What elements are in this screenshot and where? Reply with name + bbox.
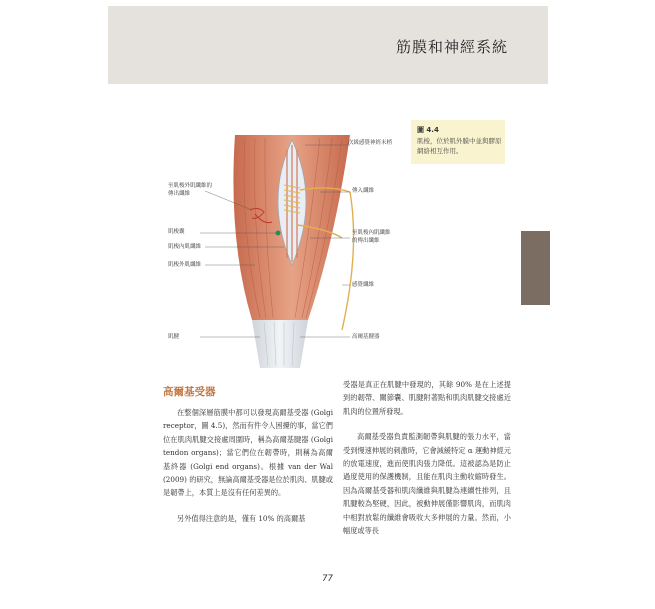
label-golgi-tendon-organ: 高爾基腱器 [352,334,380,340]
page-number: 77 [322,574,333,584]
label-extrafusal-fibers: 肌梭外肌纖維 [168,262,202,268]
label-sensory-fibers: 感覺纖維 [352,282,375,288]
label-intrafusal-efferent-1: 至肌梭內肌纖維 [352,230,391,236]
label-extrafusal-efferent-1: 至肌梭外肌纖維的 [168,183,213,189]
figure-caption [411,120,505,164]
section-heading: 高爾基受器 [163,386,216,398]
figure-caption-label: 圖 4.4 [417,126,439,134]
left-column [163,406,333,525]
right-column [343,378,511,537]
label-afferent-fibers: 傳入纖維 [352,188,375,194]
label-intrafusal-fibers: 肌梭內肌纖維 [168,244,202,250]
header-band [108,6,548,84]
muscle-spindle-illustration [160,130,393,370]
motor-end-plate [276,231,281,236]
label-tendon: 肌腱 [168,334,180,340]
left-paragraph-2: 另外值得注意的是，僅有 10% 的高爾基 [177,513,306,523]
right-paragraph-2: 高爾基受器負責監測韌帶與肌腱的張力水平，當受到慢速伸展的刺激時，它會減緩特定 α 運動神經元的放電速度，進而使肌肉張力降低。這被認為是防止過度使用的保護機制，且能在肌肉主動收縮時發生。因為高爾基受器和肌肉纖維與肌腱為連續性排列，且肌腱較為堅硬，因此，被動伸展僅影響肌肉，而肌肉中相對放鬆的纖維會吸收大多伸展的力量。然而，小幅度或等長 [343,432,511,536]
label-spindle-capsule: 肌梭囊 [168,229,185,235]
label-secondary-sensory-endings: 次級感覺神經末梢 [348,140,393,146]
tendon-shape [252,320,308,368]
figure-caption-text: 肌梭，位於肌外膜中並與膠原網絡相互作用。 [417,137,502,155]
chapter-title: 筋膜和神經系統 [395,38,508,56]
label-intrafusal-efferent-2: 的傳出纖維 [352,238,380,244]
chapter-side-tab [521,231,550,305]
left-paragraph-1: 在整個深層筋膜中都可以發現高爾基受器 (Golgi receptor，圖 4.5)，然而有件令人困擾的事，當它們位在肌肉肌腱交接處周圍時，稱為高爾基腱器 (Golgi tendon organs)；當它們位在韌帶時，則稱為高爾基終器 (Golgi end organs)。根據 van der Wal (2009) 的研究，無論高爾基受器是位於肌肉、肌腱或是韌帶上，本質上是沒有任何差異的。 [163,408,333,498]
label-extrafusal-efferent-2: 傳出纖維 [168,191,191,197]
right-paragraph-1: 受器是真正在肌腱中發現的，其餘 90% 是在上述提到的韌帶、關節囊、肌腱附著點和肌肉肌腱交接處近肌肉的位置所發現。 [343,380,511,416]
